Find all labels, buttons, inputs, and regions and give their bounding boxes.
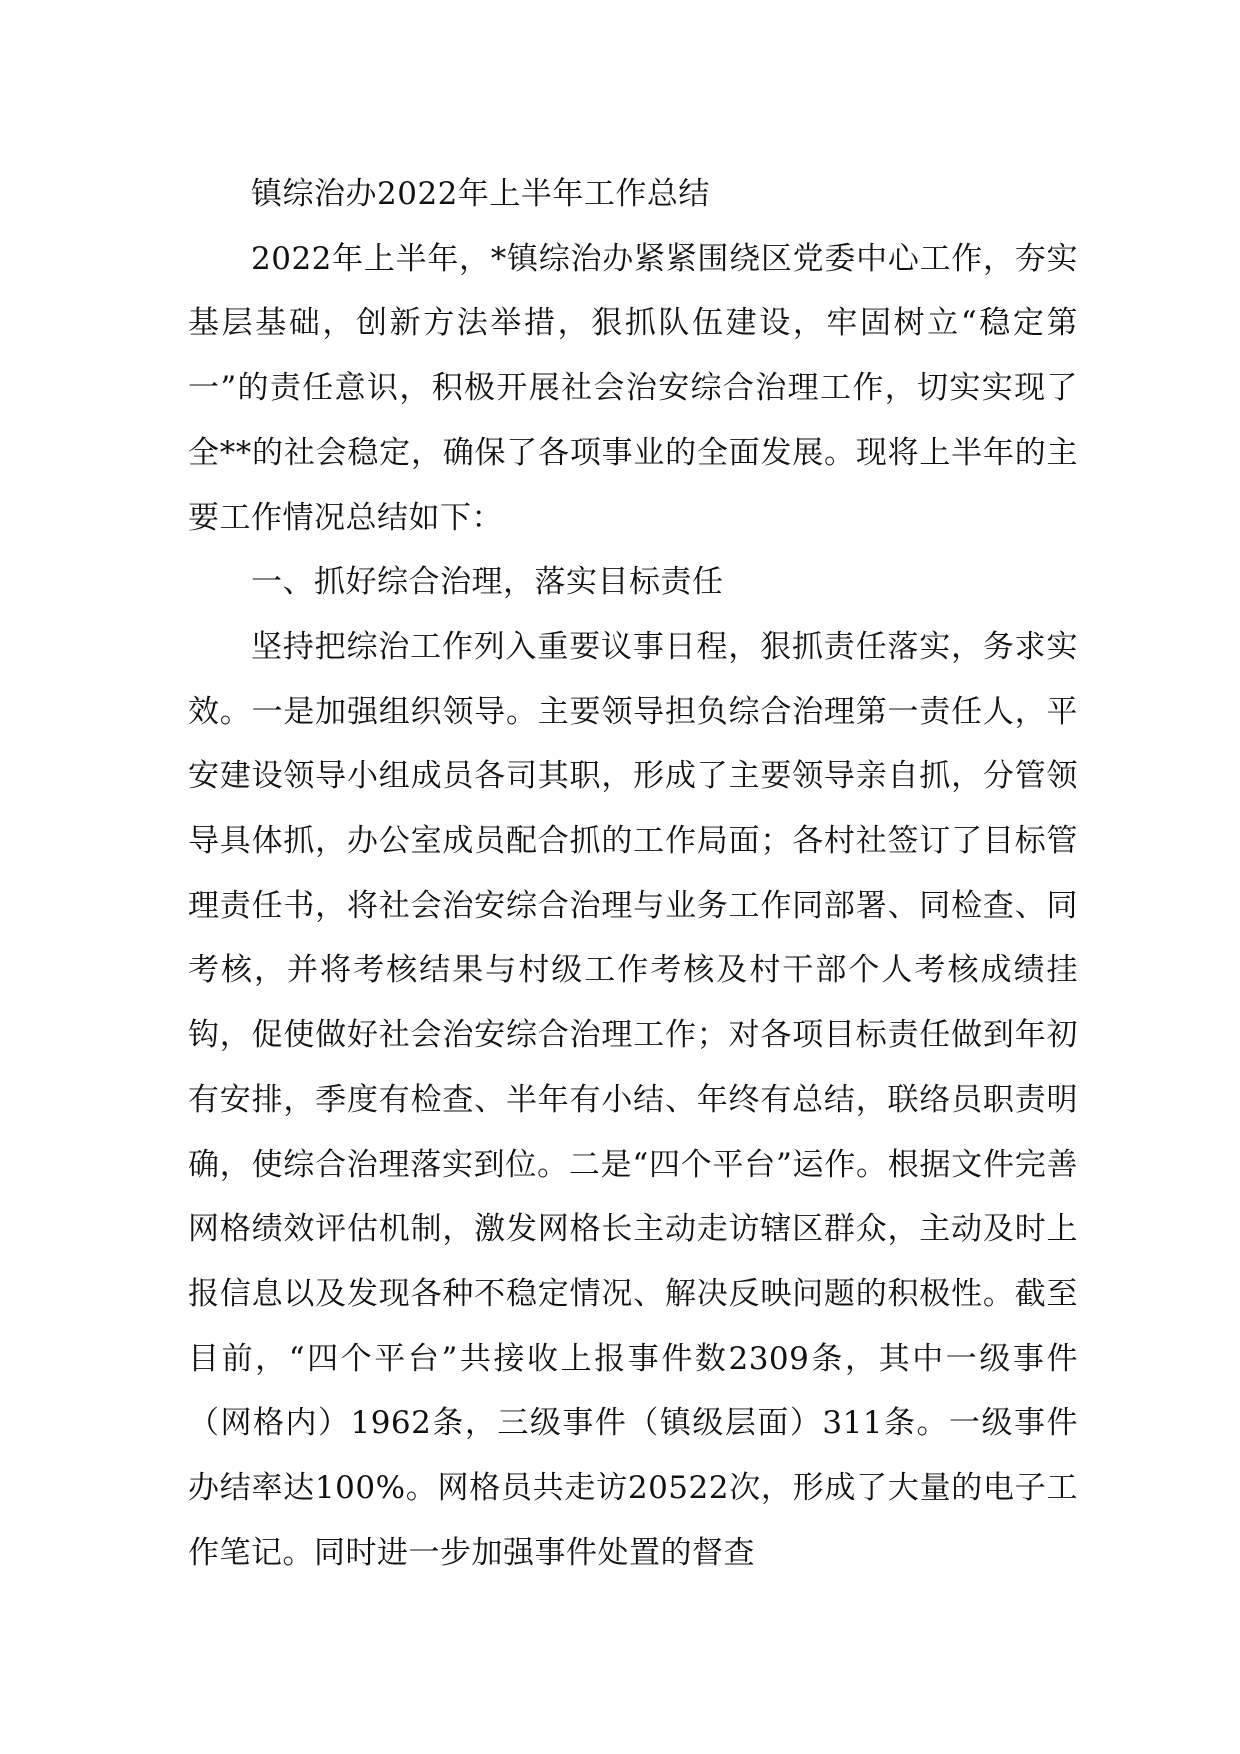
section-1-paragraph: 坚持把综治工作列入重要议事日程，狠抓责任落实，务求实效。一是加强组织领导。主要领导担负综合治理第一责任人，平安建设领导小组成员各司其职，形成了主要领导亲自抓，分管领导具体抓，办公室成员配合抓的工作局面；各村社签订了目标管理责任书，将社会治安综合治理与业务工作同部署、同检查、同考核，并将考核结果与村级工作考核及村干部个人考核成绩挂钩，促使做好社会治安综合治理工作；对各项目标责任做到年初有安排，季度有检查、半年有小结、年终有总结，联络员职责明确，使综合治理落实到位。二是“四个平台”运作。根据文件完善网格绩效评估机制，激发网格长主动走访辖区群众，主动及时上报信息以及发现各种不稳定情况、解决反映问题的积极性。截至目前，“四个平台”共接收上报事件数2309条，其中一级事件（网格内）1962条，三级事件（镇级层面）311条。一级事件办结率达100%。网格员共走访20522次，形成了大量的电子工作笔记。同时进一步加强事件处置的督查 [188, 628, 1078, 1571]
document-body [188, 162, 1078, 1585]
section-heading-1: 一、抓好综合治理，落实目标责任 [251, 564, 724, 601]
document-title: 镇综治办2022年上半年工作总结 [251, 176, 710, 212]
intro-paragraph: 2022年上半年，*镇综治办紧紧围绕区党委中心工作，夯实基层基础，创新方法举措，狠抓队伍建设，牢固树立“稳定第一”的责任意识，积极开展社会治安综合治理工作，切实实现了全**的社会稳定，确保了各项事业的全面发展。现将上半年的主要工作情况总结如下： [188, 240, 1078, 536]
